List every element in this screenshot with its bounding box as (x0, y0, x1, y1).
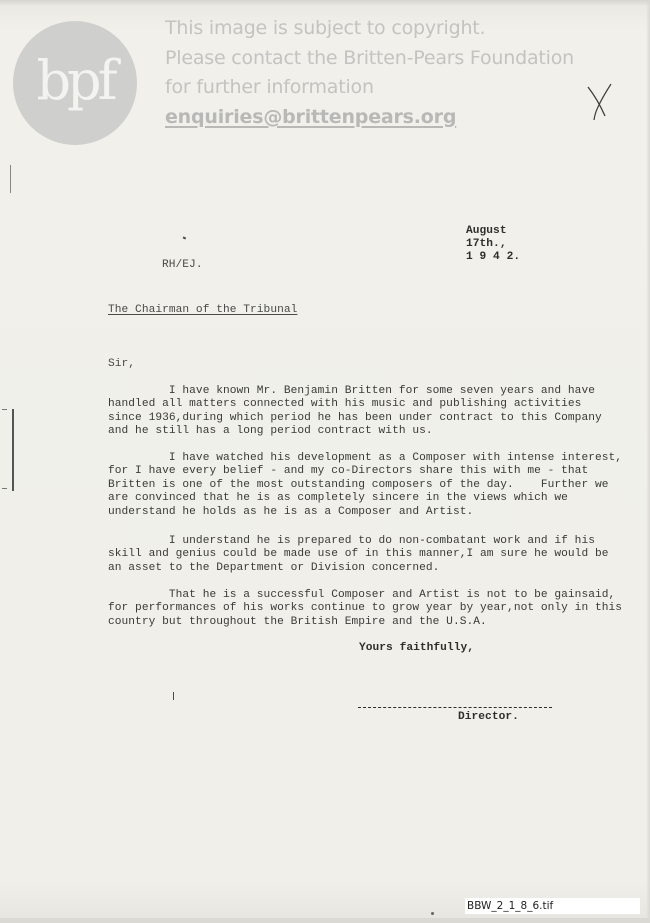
page-edge-bottom (0, 918, 650, 923)
paragraph-line: understand he holds as he is as a Composer and Artist. (108, 505, 474, 518)
copyright-watermark (165, 14, 574, 132)
paragraph-line: for I have every belief - and my co-Directors share this with me - that (108, 465, 589, 478)
margin-bracket-tick (2, 409, 7, 410)
paragraph-line: an asset to the Department or Division concerned. (108, 561, 440, 574)
watermark-line-1: This image is subject to copyright. (165, 17, 486, 39)
scan-mark (173, 692, 174, 700)
letter-addressee: The Chairman of the Tribunal (108, 304, 298, 316)
scan-mark (431, 912, 434, 915)
paragraph-line: I have watched his development as a Composer with intense interest, (108, 452, 623, 464)
scan-mark (10, 165, 11, 193)
signatory-title: Director. (458, 711, 519, 723)
paragraph-line: since 1936,during which period he has been under contract to this Company (108, 411, 602, 424)
bpf-logo (13, 21, 137, 145)
paragraph-line: for performances of his works continue to grow year by year,not only in this (108, 602, 623, 615)
handwritten-x-icon (586, 82, 616, 122)
paragraph-line: I have known Mr. Benjamin Britten for some seven years and have (108, 385, 595, 397)
watermark-line-2: Please contact the Britten-Pears Foundation (165, 46, 574, 69)
scan-mark (183, 236, 186, 239)
bpf-logo-text: bpf (36, 48, 114, 112)
watermark-email-link[interactable]: enquiries@brittenpears.org (165, 105, 457, 128)
paragraph-line: That he is a successful Composer and Artist is not to be gainsaid, (108, 589, 616, 601)
letter-date (466, 225, 520, 264)
letter-closing: Yours faithfully, (359, 642, 474, 654)
paragraph-line: skill and genius could be made use of in this manner,I am sure he would be (108, 548, 609, 561)
margin-bracket-tick (2, 488, 7, 489)
paragraph-4 (108, 589, 622, 629)
paragraph-line: handled all matters connected with his music and publishing activities (108, 398, 582, 411)
date-month: August (466, 225, 507, 237)
paragraph-2 (108, 452, 622, 519)
paragraph-line: country but throughout the British Empire and the U.S.A. (108, 615, 487, 628)
paragraph-line: I understand he is prepared to do non-combatant work and if his (108, 535, 595, 547)
date-year: 1 9 4 2. (466, 251, 521, 263)
signature-line (358, 707, 552, 708)
watermark-line-3: for further information (165, 76, 374, 98)
date-day: 17th., (466, 238, 507, 250)
letter-salutation: Sir, (108, 358, 136, 370)
file-name-label: BBW_2_1_8_6.tif (465, 898, 640, 914)
paragraph-3 (108, 535, 609, 575)
paragraph-line: are convinced that he is as completely sincere in the views which we (108, 492, 568, 505)
paragraph-1 (108, 385, 602, 439)
page-edge-top (0, 0, 650, 6)
letter-reference: RH/EJ. (162, 259, 203, 271)
page-edge-right (646, 0, 650, 923)
margin-bracket-mark (12, 409, 14, 491)
paragraph-line: Britten is one of the most outstanding composers of the day. Further we (108, 478, 609, 491)
paragraph-line: and he still has a long period contract with us. (108, 425, 433, 438)
